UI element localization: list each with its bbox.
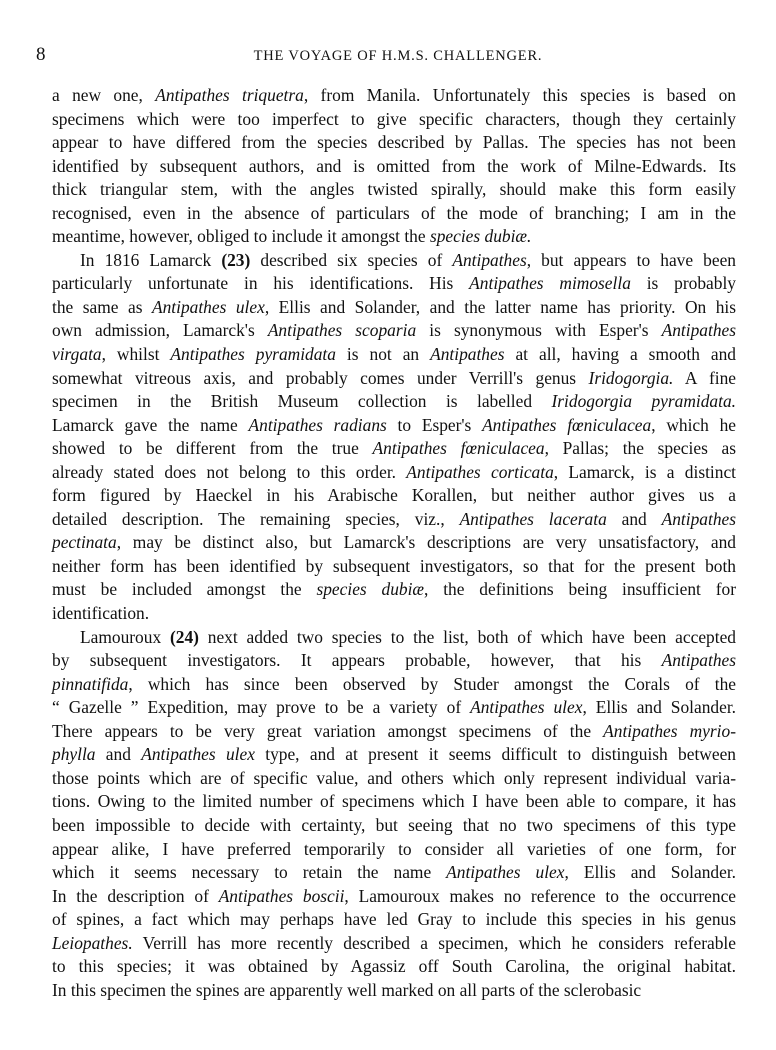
text-run: already stated does not belong to this order. bbox=[52, 461, 407, 482]
text-run: , which he bbox=[651, 414, 736, 435]
text-run: , Ellis and Solander. bbox=[564, 862, 737, 883]
text-run: In the description of bbox=[52, 885, 219, 906]
text-line bbox=[52, 296, 736, 320]
text-line bbox=[52, 696, 736, 720]
text-run: neither form has been identified by subsequent investigators, so that for the present both bbox=[52, 555, 736, 576]
text-run: meantime, however, obliged to include it amongst the bbox=[52, 226, 430, 247]
italic-term: Antipathes mimosella bbox=[469, 273, 631, 294]
text-line bbox=[52, 484, 736, 508]
text-line bbox=[52, 319, 736, 343]
paragraph bbox=[52, 84, 736, 249]
text-line bbox=[52, 720, 736, 744]
text-run: , but appears to have been bbox=[526, 249, 736, 270]
text-run: the same as bbox=[52, 296, 152, 317]
text-run: been impossible to decide with certainty, but seeing that no two specimens of this type bbox=[52, 814, 736, 835]
italic-term: Leiopathes. bbox=[52, 932, 133, 953]
text-line bbox=[52, 885, 736, 909]
italic-term: Antipathes fœniculacea bbox=[482, 414, 652, 435]
text-run: type, and at present it seems difficult to distinguish between bbox=[254, 744, 736, 765]
text-run: In 1816 Lamarck bbox=[80, 249, 222, 270]
text-run: recognised, even in the absence of particulars of the mode of branching; I am in the bbox=[52, 202, 736, 223]
text-line bbox=[52, 508, 736, 532]
text-line bbox=[52, 437, 736, 461]
text-run: , which has since been observed by Studer amongst the Corals of the bbox=[128, 673, 736, 694]
running-head: THE VOYAGE OF H.M.S. CHALLENGER. bbox=[253, 48, 543, 64]
italic-term: Antipathes boscii bbox=[218, 885, 345, 906]
italic-term: Antipathes scoparia bbox=[267, 320, 417, 341]
italic-term: Antipathes bbox=[661, 320, 736, 341]
text-line bbox=[52, 461, 736, 485]
text-line bbox=[52, 955, 736, 979]
text-run: In this specimen the spines are apparently well marked on all parts of the sclerobasic bbox=[52, 979, 642, 1000]
italic-term: Antipathes fœniculacea bbox=[372, 438, 545, 459]
text-line bbox=[52, 838, 736, 862]
text-run: “ Gazelle ” Expedition, may prove to be a variety of bbox=[52, 697, 471, 718]
text-run: must be included amongst the bbox=[52, 579, 317, 600]
text-line bbox=[52, 555, 736, 579]
italic-term: Antipathes bbox=[430, 344, 505, 365]
text-run: described six species of bbox=[250, 249, 453, 270]
text-run: Verrill has more recently described a specimen, which he considers referable bbox=[132, 932, 736, 953]
text-run: specimens which were too imperfect to give specific characters, though they certainly bbox=[52, 108, 736, 129]
text-line bbox=[52, 155, 736, 179]
italic-term: pectinata bbox=[52, 532, 117, 553]
text-run: A fine bbox=[673, 367, 736, 388]
text-run: next added two species to the list, both of which have been accepted bbox=[198, 626, 736, 647]
text-line bbox=[52, 531, 736, 555]
reference-number: (23) bbox=[221, 249, 251, 270]
text-run: appear to have differed from the species described by Pallas. The species has not been bbox=[52, 132, 736, 153]
paragraph bbox=[52, 249, 736, 626]
text-run: a new one, bbox=[52, 85, 156, 105]
text-line bbox=[52, 626, 736, 650]
text-run: Lamarck gave the name bbox=[52, 414, 249, 435]
italic-term: Iridogorgia. bbox=[588, 367, 674, 388]
italic-term: Antipathes ulex bbox=[151, 296, 265, 317]
italic-term: Antipathes bbox=[452, 249, 527, 270]
text-run: , Ellis and Solander, and the latter name has priority. On his bbox=[264, 296, 736, 317]
text-run: thick triangular stem, with the angles twisted spirally, should make this form easily bbox=[52, 179, 736, 200]
text-run: to Esper's bbox=[386, 414, 483, 435]
italic-term: Antipathes radians bbox=[248, 414, 387, 435]
text-run: at all, having a smooth and bbox=[504, 344, 736, 365]
text-line bbox=[52, 249, 736, 273]
text-run: to this species; it was obtained by Agassiz off South Carolina, the original habitat. bbox=[52, 956, 736, 977]
text-line bbox=[52, 767, 736, 791]
text-run: of spines, a fact which may perhaps have led Gray to include this species in his genus bbox=[52, 909, 736, 930]
text-line bbox=[52, 84, 736, 108]
text-run: appear alike, I have preferred temporarily to consider all varieties of one form, for bbox=[52, 838, 736, 859]
italic-term: Antipathes pyramidata bbox=[170, 344, 336, 365]
text-line bbox=[52, 367, 736, 391]
text-run: particularly unfortunate in his identifications. His bbox=[52, 273, 470, 294]
text-line bbox=[52, 414, 736, 438]
text-line bbox=[52, 108, 736, 132]
text-line bbox=[52, 861, 736, 885]
italic-term: virgata bbox=[52, 344, 102, 365]
italic-term: Antipathes bbox=[661, 508, 736, 529]
text-run: identified by subsequent authors, and is omitted from the work of Milne-Edwards. Its bbox=[52, 155, 736, 176]
body-text bbox=[52, 84, 736, 1002]
italic-term: pinnatifida bbox=[52, 673, 129, 694]
italic-term: phylla bbox=[52, 744, 96, 765]
text-run: form figured by Haeckel in his Arabische Korallen, but neither author gives us a bbox=[52, 485, 736, 506]
italic-term: Antipathes ulex bbox=[446, 862, 565, 883]
text-line bbox=[52, 178, 736, 202]
text-run: , the definitions being insufficient for bbox=[424, 579, 736, 600]
text-run: tions. Owing to the limited number of specimens which I have been able to compare, it has bbox=[52, 791, 736, 812]
text-line bbox=[52, 225, 736, 249]
text-run: , Lamarck, is a distinct bbox=[553, 461, 736, 482]
text-line bbox=[52, 814, 736, 838]
text-run: and bbox=[606, 508, 662, 529]
page-number: 8 bbox=[36, 44, 46, 65]
text-line bbox=[52, 743, 736, 767]
text-line bbox=[52, 673, 736, 697]
text-line bbox=[52, 131, 736, 155]
text-run: , may be distinct also, but Lamarck's descriptions are very unsatisfactory, and bbox=[116, 532, 736, 553]
text-run: which it seems necessary to retain the name bbox=[52, 862, 447, 883]
text-run: , Ellis and Solander. bbox=[582, 697, 737, 718]
text-run: , whilst bbox=[101, 344, 171, 365]
text-line bbox=[52, 979, 736, 1003]
text-run: There appears to be very great variation amongst specimens of the bbox=[52, 720, 604, 741]
text-run: is not an bbox=[335, 344, 431, 365]
text-line bbox=[52, 649, 736, 673]
italic-term: species dubiæ. bbox=[429, 226, 532, 247]
text-line bbox=[52, 578, 736, 602]
text-line bbox=[52, 602, 736, 626]
italic-term: Antipathes triquetra bbox=[155, 85, 304, 105]
text-line bbox=[52, 343, 736, 367]
text-line bbox=[52, 272, 736, 296]
text-run: by subsequent investigators. It appears probable, however, that his bbox=[52, 650, 662, 671]
text-run: somewhat vitreous axis, and probably comes under Verrill's genus bbox=[52, 367, 589, 388]
reference-number: (24) bbox=[169, 626, 199, 647]
text-line bbox=[52, 908, 736, 932]
text-line bbox=[52, 790, 736, 814]
text-line bbox=[52, 390, 736, 414]
text-run: is probably bbox=[630, 273, 736, 294]
text-run: detailed description. The remaining species, viz., bbox=[52, 508, 460, 529]
italic-term: Antipathes lacerata bbox=[459, 508, 607, 529]
text-run: showed to be different from the true bbox=[52, 438, 373, 459]
text-run: and bbox=[95, 744, 142, 765]
italic-term: species dubiæ bbox=[316, 579, 425, 600]
italic-term: Iridogorgia pyramidata. bbox=[551, 391, 737, 412]
text-run: identification. bbox=[52, 603, 150, 624]
text-run: , Pallas; the species as bbox=[544, 438, 737, 459]
text-run: is synonymous with Esper's bbox=[416, 320, 662, 341]
italic-term: Antipathes ulex bbox=[141, 744, 255, 765]
text-run: those points which are of specific value, and others which only represent individual varia- bbox=[52, 767, 736, 788]
text-run: Lamouroux bbox=[80, 626, 170, 647]
text-run: , from Manila. Unfortunately this species is based on bbox=[303, 85, 736, 105]
text-line bbox=[52, 932, 736, 956]
text-run: specimen in the British Museum collection is labelled bbox=[52, 391, 552, 412]
text-run: own admission, Lamarck's bbox=[52, 320, 268, 341]
italic-term: Antipathes myrio- bbox=[603, 720, 736, 741]
text-run: , Lamouroux makes no reference to the occurrence bbox=[344, 885, 737, 906]
italic-term: Antipathes corticata bbox=[406, 461, 554, 482]
italic-term: Antipathes bbox=[661, 650, 736, 671]
italic-term: Antipathes ulex bbox=[470, 697, 583, 718]
paragraph bbox=[52, 626, 736, 1003]
text-line bbox=[52, 202, 736, 226]
